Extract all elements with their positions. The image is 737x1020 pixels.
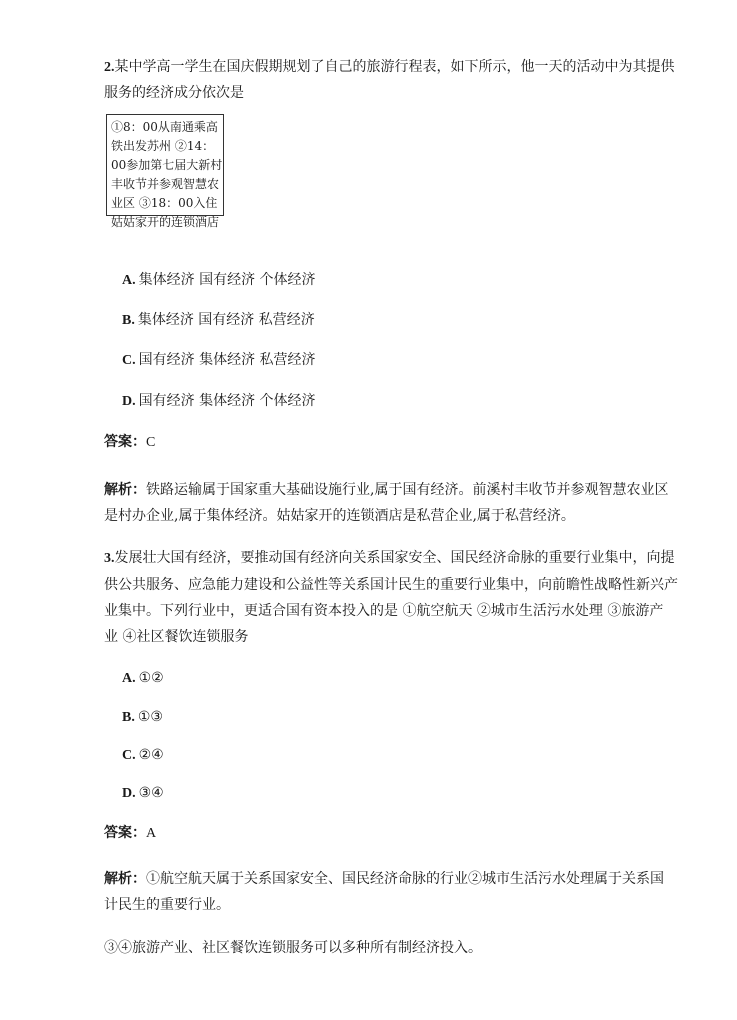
q3-stem xyxy=(104,545,694,650)
q3-option-a[interactable]: A. ①② xyxy=(122,670,164,686)
q3-answer: 答案：A xyxy=(104,825,157,841)
q3-stem-line3: 业集中。下列行业中，更适合国有资本投入的是 ①航空航天 ②城市生活污水处理 ③旅游产 xyxy=(104,603,664,619)
q3-option-d[interactable]: D. ③④ xyxy=(122,785,164,801)
q3-stem-line2: 供公共服务、应急能力建设和公益性等关系国计民生的重要行业集中，向前瞻性战略性新兴产 xyxy=(104,577,678,593)
q2-option-b[interactable]: B. 集体经济 国有经济 私营经济 xyxy=(122,312,315,328)
itinerary-box xyxy=(106,114,224,229)
q3-analysis-line3: ③④旅游产业、社区餐饮连锁服务可以多种所有制经济投入。 xyxy=(104,940,482,956)
q3-option-c[interactable]: C. ②④ xyxy=(122,747,164,763)
itinerary-line: 00参加第七届大新村 xyxy=(111,158,223,172)
q2-option-a[interactable]: A. 集体经济 国有经济 个体经济 xyxy=(122,272,316,288)
q2-analysis xyxy=(104,477,684,529)
itinerary-line: ①8：00从南通乘高 xyxy=(111,120,218,134)
itinerary-line: 铁出发苏州 ②14： xyxy=(111,139,215,153)
q2-stem-line1: 2.某中学高一学生在国庆假期规划了自己的旅游行程表，如下所示，他一天的活动中为其提供 xyxy=(104,59,675,75)
q2-answer: 答案：C xyxy=(104,434,156,450)
itinerary-line: 姑姑家开的连锁酒店 xyxy=(111,215,220,229)
q2-analysis-line2: 是村办企业,属于集体经济。姑姑家开的连锁酒店是私营企业,属于私营经济。 xyxy=(104,508,575,524)
q2-option-c[interactable]: C. 国有经济 集体经济 私营经济 xyxy=(122,352,316,368)
q2-option-d[interactable]: D. 国有经济 集体经济 个体经济 xyxy=(122,393,316,409)
q3-analysis xyxy=(104,866,684,918)
itinerary-line: 丰收节并参观智慧农 xyxy=(111,177,220,191)
q2-analysis-line1: 解析：铁路运输属于国家重大基础设施行业,属于国有经济。前溪村丰收节并参观智慧农业区 xyxy=(104,482,669,498)
q3-stem-line1: 3.发展壮大国有经济，要推动国有经济向关系国家安全、国民经济命脉的重要行业集中，向提 xyxy=(104,550,675,566)
q3-option-b[interactable]: B. ①③ xyxy=(122,709,163,725)
q3-analysis-line2: 计民生的重要行业。 xyxy=(104,897,230,913)
itinerary-line: 业区 ③18：00入住 xyxy=(111,196,218,210)
q2-number: 2. xyxy=(104,60,115,75)
q3-stem-line4: 业 ④社区餐饮连锁服务 xyxy=(104,629,249,645)
q3-analysis-line1: 解析：①航空航天属于关系国家安全、国民经济命脉的行业②城市生活污水处理属于关系国 xyxy=(104,871,664,887)
q3-number: 3. xyxy=(104,551,115,566)
q2-stem-line2: 服务的经济成分依次是 xyxy=(104,85,244,101)
